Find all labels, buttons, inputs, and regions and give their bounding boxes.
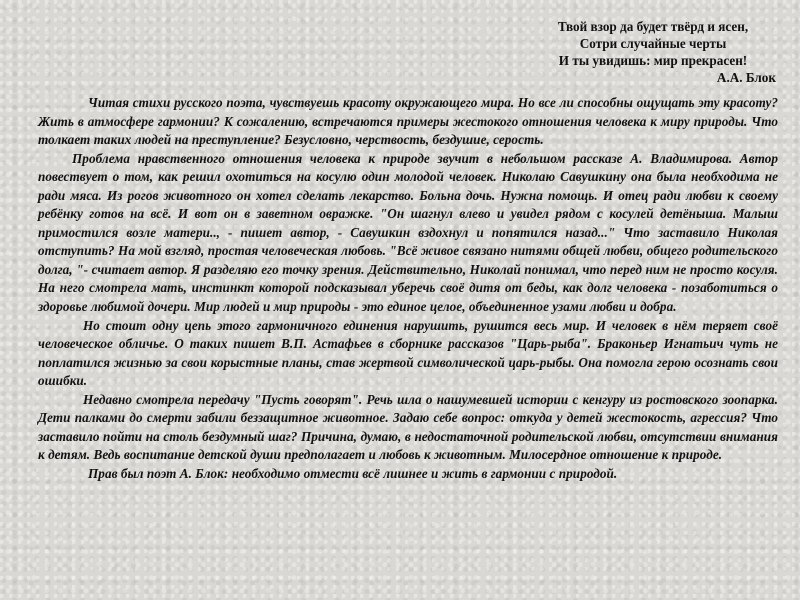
essay-paragraph <box>38 465 778 484</box>
essay-paragraph-1-text: Читая стихи русского поэта, чувствуешь красоту окружающего мира. Но все ли способны ощущать эту красоту? Жить в атмосфере гармонии? К сожалению, встречаются примеры жестокого отношения человека к миру природы. Что толкает таких людей на преступление? Безусловно, черствость, бездушие, серость. <box>38 95 778 148</box>
essay-paragraph <box>38 317 778 391</box>
epigraph <box>528 18 778 86</box>
essay-paragraph-2-text: Проблема нравственного отношения человека к природе звучит в небольшом рассказе А. Владимирова. Автор повествует о том, как решил охотиться на косулю один молодой человек. Николаю Савушкину она была необходима не ради мяса. Из рогов животного он хотел сделать лекарство. Больна дочь. Нужна помощь. И отец ради любви к своему ребёнку готов на всё. И вот он в заветном овражке. "Он шагнул влево и увидел рядом с косулей детёныша. Малыш примостился возле матери.., - пишет автор, - Савушкин вздохнул и попятился назад..." Что заставило Николая отступить? На мой взгляд, простая человеческая любовь. "Всё живое связано нитями общей любви, общего родительского долга, "- считает автор. Я разделяю его точку зрения. Действительно, Николай понимал, что перед ним не просто косуля. На него смотрела мать, инстинкт которой подсказывал уберечь своё дитя от беды, как долг человека - позаботиться о здоровье любимой дочери. Мир людей и мир природы - это единое целое, объединенное узами любви и добра. <box>38 150 778 315</box>
epigraph-line-3: И ты увидишь: мир прекрасен! <box>558 53 748 68</box>
essay-paragraph <box>38 94 778 150</box>
essay-paragraph-4-text: Недавно смотрела передачу "Пусть говорят". Речь шла о нашумевшей истории с кенгуру из ростовского зоопарка. Дети палками до смерти забили беззащитное животное. Задаю себе вопрос: откуда у детей жестокость, агрессия? Что заставило пойти на столь бездумный шаг? Причина, думаю, в недостаточной родительской любви, отсутствии внимания к детям. Ведь воспитание детской души предполагает и любовь к животным. Милосердное отношение к природе. <box>38 391 778 463</box>
essay-paragraph-5-text: Прав был поэт А. Блок: необходимо отмести всё лишнее и жить в гармонии с природой. <box>88 465 618 481</box>
essay-paragraph-3-text: Но стоит одну цепь этого гармоничного единения нарушить, рушится весь мир. И человек в нём теряет своё человеческое обличье. О таких пишет В.П. Астафьев в сборнике рассказов "Царь-рыба". Браконьер Игнатьич чуть не поплатился жизнью за свои корыстные планы, став жертвой символической царь-рыбы. Она помогла герою осознать свои ошибки. <box>38 317 778 389</box>
essay-paragraph <box>38 391 778 465</box>
essay-text <box>38 94 778 483</box>
epigraph-line-2: Сотри случайные черты <box>579 36 727 51</box>
epigraph-line-1: Твой взор да будет твёрд и ясен, <box>557 19 749 34</box>
essay-paragraph <box>38 150 778 317</box>
epigraph-author: А.А. Блок <box>716 70 776 85</box>
